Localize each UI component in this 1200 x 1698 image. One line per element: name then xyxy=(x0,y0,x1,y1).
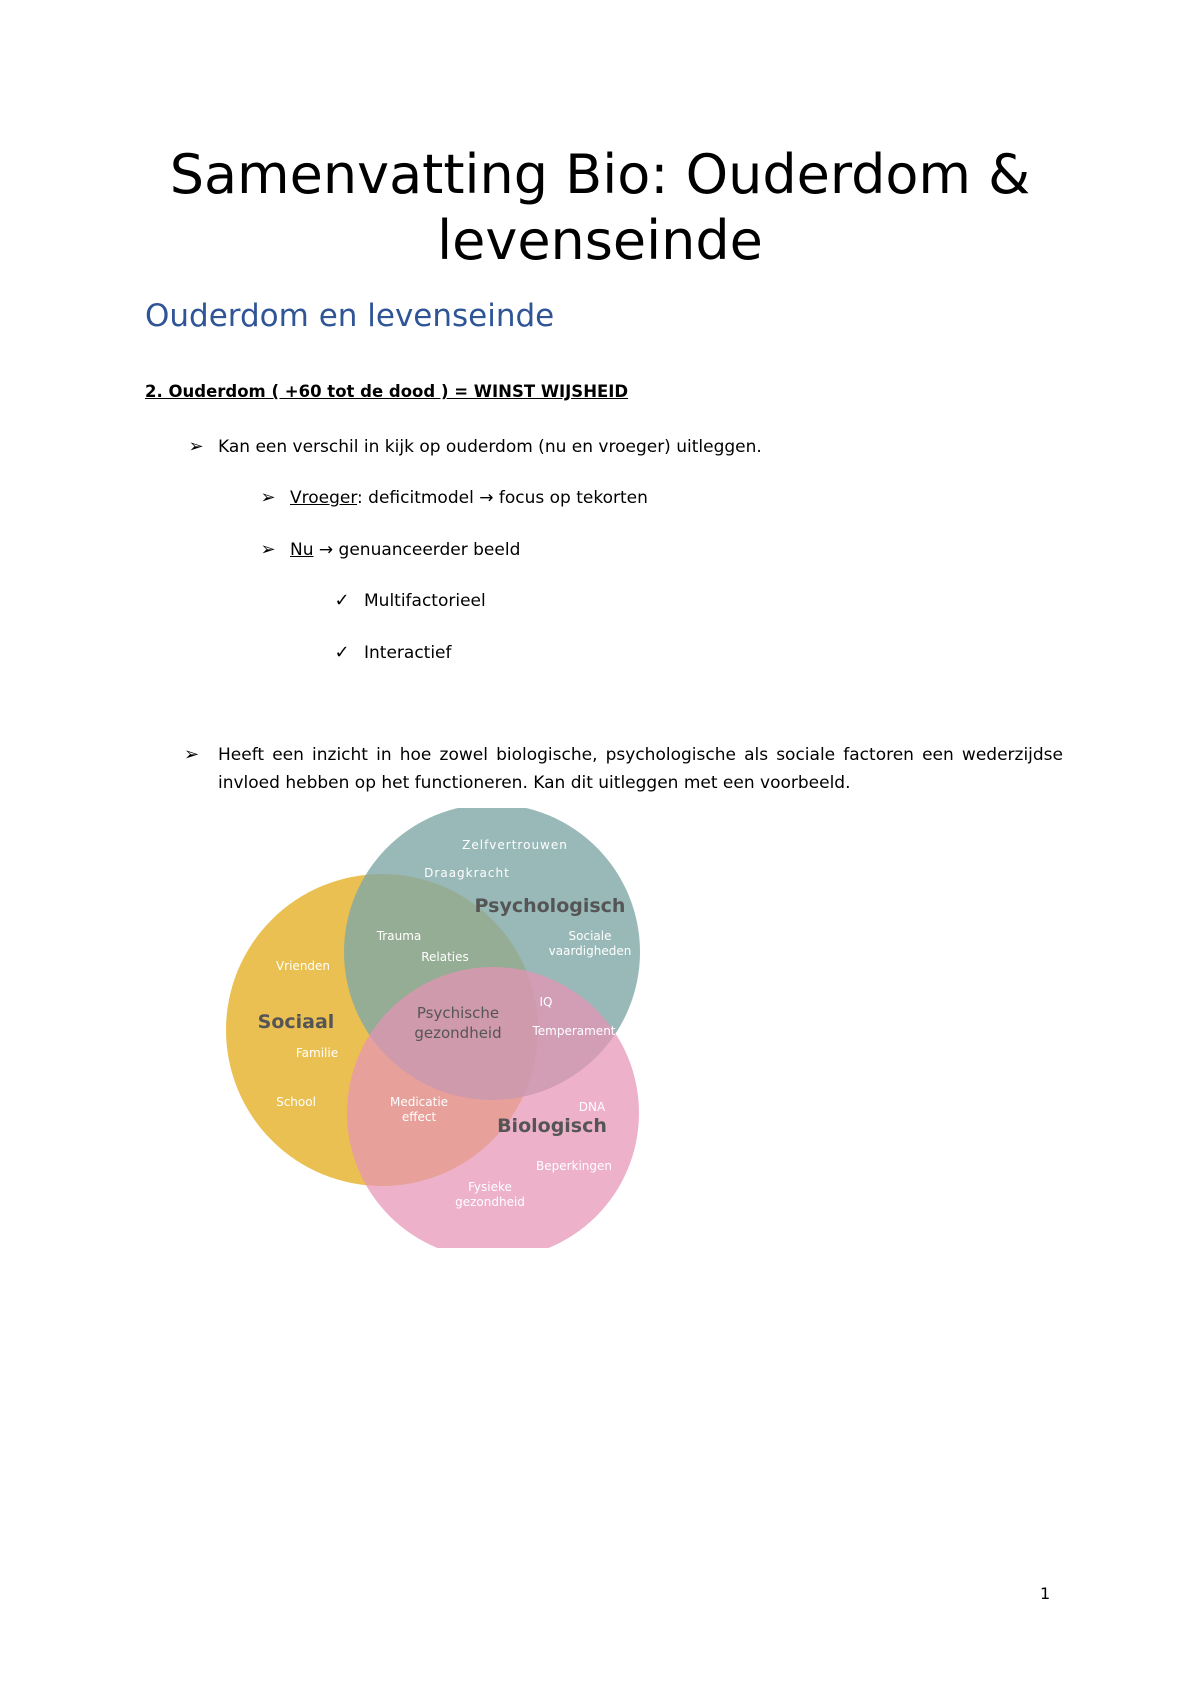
venn-label: IQ xyxy=(539,995,553,1009)
venn-title: Psychologisch xyxy=(474,895,626,917)
list-item-text: Kan een verschil in kijk op ouderdom (nu en vroeger) uitleggen. xyxy=(218,437,762,457)
arrow-bullet-icon: ➢ xyxy=(184,744,200,765)
venn-label: effect xyxy=(401,1110,437,1124)
list-item xyxy=(334,639,452,667)
venn-label: gezondheid xyxy=(455,1195,525,1209)
venn-label: Relaties xyxy=(421,950,469,964)
list-item-label: Nu xyxy=(290,540,314,560)
arrow-bullet-icon: ➢ xyxy=(260,487,276,508)
page-number: 1 xyxy=(1040,1584,1051,1603)
list-item-text: Multifactorieel xyxy=(364,591,486,611)
venn-title: Sociaal xyxy=(257,1011,335,1033)
list-item xyxy=(334,587,486,615)
arrow-bullet-icon: ➢ xyxy=(260,539,276,560)
venn-label: Medicatie xyxy=(389,1095,449,1109)
venn-label: Sociale xyxy=(568,929,612,943)
list-item-text: Heeft een inzicht in hoe zowel biologische, psychologische als sociale factoren een wederzijdse invloed hebben op het functioneren. Kan dit uitleggen met een voorbeeld. xyxy=(218,745,1063,793)
check-icon: ✓ xyxy=(334,642,350,663)
venn-label: Beperkingen xyxy=(535,1159,613,1173)
venn-label: Familie xyxy=(295,1046,339,1060)
venn-label: Vrienden xyxy=(275,959,331,973)
list-item xyxy=(188,433,762,461)
venn-label: School xyxy=(276,1095,316,1109)
check-icon: ✓ xyxy=(334,590,350,611)
list-item xyxy=(184,741,1063,797)
venn-title: Biologisch xyxy=(497,1115,607,1137)
list-item xyxy=(260,536,521,564)
venn-label: Fysieke xyxy=(468,1180,512,1194)
document-title: Samenvatting Bio: Ouderdom & levenseinde xyxy=(169,143,1031,272)
venn-diagram xyxy=(210,808,670,1248)
subsection-title: 2. Ouderdom ( +60 tot de dood ) = WINST WIJSHEID xyxy=(145,382,629,401)
venn-label: DNA xyxy=(578,1100,606,1114)
venn-label: Trauma xyxy=(376,929,422,943)
list-item-label: Vroeger xyxy=(290,488,358,508)
list-item-text: → genuanceerder beeld xyxy=(313,540,521,560)
venn-label: vaardigheden xyxy=(548,944,632,958)
venn-label: Draagkracht xyxy=(424,866,510,880)
venn-center-label: Psychische xyxy=(416,1004,500,1022)
venn-label: Zelfvertrouwen xyxy=(462,838,568,852)
list-item xyxy=(260,484,648,512)
list-item-text: : deficitmodel → focus op tekorten xyxy=(357,488,648,508)
arrow-bullet-icon: ➢ xyxy=(188,436,204,457)
venn-label: Temperament xyxy=(532,1024,616,1038)
section-heading: Ouderdom en levenseinde xyxy=(145,298,555,334)
venn-center-label: gezondheid xyxy=(414,1024,502,1042)
list-item-text: Interactief xyxy=(364,643,452,663)
